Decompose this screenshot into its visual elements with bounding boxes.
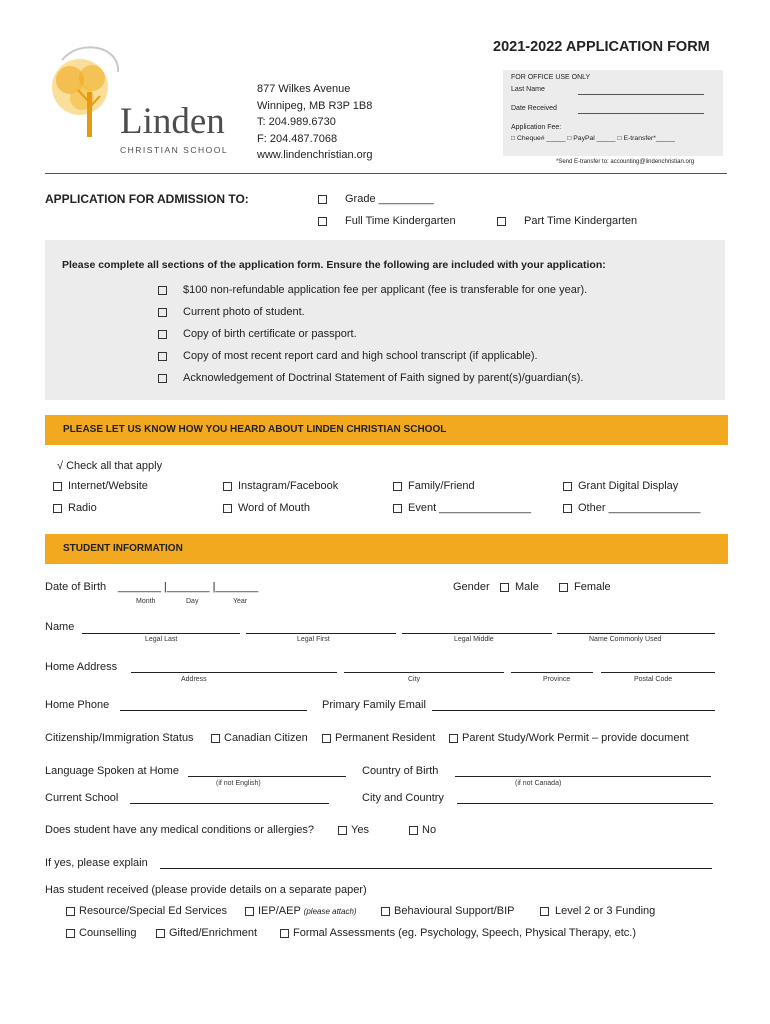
- checkbox[interactable]: [53, 482, 62, 491]
- full-time-label: Full Time Kindergarten: [345, 215, 456, 227]
- legal-middle-field[interactable]: [402, 633, 552, 634]
- checkbox[interactable]: [245, 907, 254, 916]
- citizenship-label: Citizenship/Immigration Status: [45, 732, 194, 744]
- legal-middle-caption: Legal Middle: [454, 636, 494, 643]
- office-last-name: Last Name: [511, 86, 545, 93]
- checkbox[interactable]: [449, 734, 458, 743]
- office-fee-label: Application Fee:: [511, 124, 562, 131]
- heard-option-label: Other _______________: [578, 502, 701, 514]
- part-time-k-option[interactable]: [497, 215, 637, 227]
- service-option[interactable]: [280, 927, 636, 939]
- heard-option[interactable]: [393, 502, 531, 514]
- checkbox[interactable]: [158, 330, 167, 339]
- service-label: Level 2 or 3 Funding: [555, 905, 656, 917]
- medical-no[interactable]: [409, 824, 436, 836]
- dob-label: Date of Birth: [45, 581, 107, 593]
- service-option[interactable]: [156, 927, 257, 939]
- medical-yes[interactable]: [338, 824, 369, 836]
- service-label: Formal Assessments (eg. Psychology, Speech, Physical Therapy, etc.): [293, 927, 636, 939]
- heard-option[interactable]: [223, 480, 338, 492]
- country-birth-field[interactable]: [455, 776, 711, 777]
- last-name-line[interactable]: [578, 94, 704, 95]
- checklist-intro: Please complete all sections of the application form. Ensure the following are included with your application:: [62, 259, 606, 271]
- current-school-field[interactable]: [130, 803, 329, 804]
- dob-year-caption: Year: [233, 598, 248, 605]
- checkbox[interactable]: [66, 929, 75, 938]
- checkbox[interactable]: [322, 734, 331, 743]
- heard-option[interactable]: [563, 502, 700, 514]
- service-label: IEP/AEP: [258, 905, 301, 917]
- checklist-text: Acknowledgement of Doctrinal Statement of Faith signed by parent(s)/guardian(s).: [183, 372, 584, 384]
- logo-wordmark: Linden: [120, 101, 225, 142]
- primary-email-field[interactable]: [432, 710, 715, 711]
- home-phone-label: Home Phone: [45, 699, 110, 711]
- gender-label: Gender: [453, 581, 490, 593]
- citizenship-option[interactable]: [211, 732, 308, 744]
- city-country-label: City and Country: [362, 792, 444, 804]
- city-country-field[interactable]: [457, 803, 713, 804]
- checkbox[interactable]: [497, 217, 506, 226]
- heard-option-label: Word of Mouth: [238, 502, 310, 514]
- legal-last-caption: Legal Last: [145, 636, 178, 643]
- country-caption: (if not Canada): [515, 780, 562, 787]
- checkbox[interactable]: [158, 374, 167, 383]
- address-field[interactable]: [131, 672, 337, 673]
- office-title: FOR OFFICE USE ONLY: [511, 74, 591, 81]
- male-label: Male: [515, 581, 539, 593]
- service-label: Resource/Special Ed Services: [79, 905, 227, 917]
- phone-line: T: 204.989.6730: [257, 116, 336, 128]
- heard-bar-title: PLEASE LET US KNOW HOW YOU HEARD ABOUT LINDEN CHRISTIAN SCHOOL: [63, 424, 447, 435]
- checklist-item[interactable]: [158, 345, 587, 367]
- form-title: 2021-2022 APPLICATION FORM: [493, 39, 710, 55]
- checkbox[interactable]: [223, 482, 232, 491]
- service-label: Counselling: [79, 927, 137, 939]
- heard-option-label: Event _______________: [408, 502, 531, 514]
- checklist-text: Copy of birth certificate or passport.: [183, 328, 357, 340]
- home-address-label: Home Address: [45, 661, 118, 673]
- office-date-received: Date Received: [511, 105, 557, 112]
- explain-field[interactable]: [160, 868, 712, 869]
- admission-label: APPLICATION FOR ADMISSION TO:: [45, 192, 249, 206]
- checklist-text: Copy of most recent report card and high school transcript (if applicable).: [183, 350, 538, 362]
- checkbox[interactable]: [280, 929, 289, 938]
- citizenship-option-label: Permanent Resident: [335, 732, 436, 744]
- language-caption: (if not English): [216, 780, 261, 787]
- service-option[interactable]: [66, 927, 136, 939]
- office-fee-options: □ Cheque# _____ □ PayPal _____ □ E-transfer*_____: [511, 135, 675, 142]
- fax-line: F: 204.487.7068: [257, 132, 338, 145]
- checkbox[interactable]: [393, 482, 402, 491]
- citizenship-option[interactable]: [322, 732, 435, 744]
- legal-first-caption: Legal First: [297, 636, 330, 643]
- checklist-item[interactable]: [158, 367, 587, 389]
- header-divider: [45, 173, 727, 174]
- gender-female[interactable]: [559, 581, 611, 593]
- gender-male[interactable]: [500, 581, 539, 593]
- address-line: Winnipeg, MB R3P 1B8: [257, 99, 373, 112]
- student-bar-title: STUDENT INFORMATION: [63, 543, 183, 554]
- name-label: Name: [45, 621, 75, 633]
- school-address: [257, 81, 373, 164]
- dob-month-caption: Month: [136, 598, 156, 605]
- city-field[interactable]: [344, 672, 504, 673]
- office-use-box: [503, 70, 723, 156]
- checkbox[interactable]: [563, 504, 572, 513]
- checkbox[interactable]: [158, 308, 167, 317]
- website-line: www.lindenchristian.org: [257, 149, 373, 161]
- province-field[interactable]: [511, 672, 593, 673]
- checkbox[interactable]: [211, 734, 220, 743]
- medical-question: Does student have any medical conditions or allergies?: [45, 824, 315, 836]
- language-label: Language Spoken at Home: [45, 765, 179, 777]
- checkbox[interactable]: [66, 907, 75, 916]
- checkbox[interactable]: [409, 826, 418, 835]
- checklist-text: Current photo of student.: [183, 306, 305, 318]
- yes-label: Yes: [351, 824, 369, 836]
- heard-option-label: Family/Friend: [408, 480, 475, 492]
- postal-code-field[interactable]: [601, 672, 715, 673]
- checkbox[interactable]: [158, 286, 167, 295]
- checkbox[interactable]: [559, 583, 568, 592]
- province-caption: Province: [543, 676, 571, 683]
- grade-option[interactable]: [318, 193, 434, 205]
- heard-option[interactable]: [393, 480, 475, 492]
- city-caption: City: [408, 676, 421, 683]
- checkbox[interactable]: [393, 504, 402, 513]
- logo-subtitle: CHRISTIAN SCHOOL: [120, 145, 229, 155]
- heard-option-label: Radio: [68, 502, 97, 514]
- explain-label: If yes, please explain: [45, 857, 148, 869]
- etransfer-note: *Send E-transfer to: accounting@lindenchristian.org: [556, 159, 695, 165]
- dob-day-caption: Day: [186, 598, 199, 605]
- heard-option-label: Instagram/Facebook: [238, 480, 339, 492]
- checkbox[interactable]: [563, 482, 572, 491]
- checkbox[interactable]: [338, 826, 347, 835]
- checklist-text: $100 non-refundable application fee per applicant (fee is transferable for one year).: [183, 284, 588, 296]
- heard-option-label: Grant Digital Display: [578, 480, 679, 492]
- heard-option-label: Internet/Website: [68, 480, 148, 492]
- common-name-caption: Name Commonly Used: [589, 636, 662, 643]
- common-name-field[interactable]: [557, 633, 715, 634]
- checklist-item[interactable]: [158, 279, 587, 301]
- service-option[interactable]: [381, 905, 514, 917]
- current-school-label: Current School: [45, 792, 119, 804]
- full-time-k-option[interactable]: [318, 215, 456, 227]
- service-option[interactable]: [540, 905, 655, 917]
- checkbox[interactable]: [381, 907, 390, 916]
- checkbox[interactable]: [53, 504, 62, 513]
- checkbox[interactable]: [223, 504, 232, 513]
- postal-code-caption: Postal Code: [634, 676, 673, 683]
- grade-label: Grade _________: [345, 193, 434, 205]
- address-line: 877 Wilkes Avenue: [257, 83, 351, 95]
- checkbox[interactable]: [318, 195, 327, 204]
- service-label: Behavioural Support/BIP: [394, 905, 515, 917]
- please-attach-note: (please attach): [303, 907, 357, 916]
- checklist-item[interactable]: [158, 301, 587, 323]
- home-phone-field[interactable]: [120, 710, 307, 711]
- service-label: Gifted/Enrichment: [169, 927, 258, 939]
- service-option[interactable]: [66, 905, 227, 917]
- address-caption: Address: [181, 676, 207, 683]
- female-label: Female: [574, 581, 611, 593]
- services-question: Has student received (please provide details on a separate paper): [45, 884, 367, 896]
- checkbox[interactable]: [500, 583, 509, 592]
- checkbox[interactable]: [156, 929, 165, 938]
- no-label: No: [422, 824, 437, 836]
- legal-first-field[interactable]: [246, 633, 396, 634]
- language-field[interactable]: [188, 776, 346, 777]
- citizenship-option[interactable]: [449, 732, 689, 744]
- primary-email-label: Primary Family Email: [322, 699, 426, 711]
- checklist-items: [158, 279, 587, 389]
- checkbox[interactable]: [158, 352, 167, 361]
- legal-last-field[interactable]: [82, 633, 240, 634]
- part-time-label: Part Time Kindergarten: [524, 215, 638, 227]
- check-all-note: √ Check all that apply: [57, 460, 163, 472]
- checkbox[interactable]: [540, 907, 549, 916]
- checkbox[interactable]: [318, 217, 327, 226]
- citizenship-option-label: Canadian Citizen: [224, 732, 308, 744]
- heard-option[interactable]: [563, 480, 678, 492]
- date-received-line[interactable]: [578, 113, 704, 114]
- country-birth-label: Country of Birth: [362, 765, 439, 777]
- heard-option[interactable]: [223, 502, 310, 514]
- dob-input[interactable]: _______ |_______ |_______: [118, 581, 259, 593]
- checklist-item[interactable]: [158, 323, 587, 345]
- heard-option[interactable]: [53, 502, 97, 514]
- citizenship-option-label: Parent Study/Work Permit – provide document: [462, 732, 689, 744]
- heard-option[interactable]: [53, 480, 148, 492]
- service-option[interactable]: [245, 905, 357, 917]
- tree-logo-icon: [40, 42, 120, 142]
